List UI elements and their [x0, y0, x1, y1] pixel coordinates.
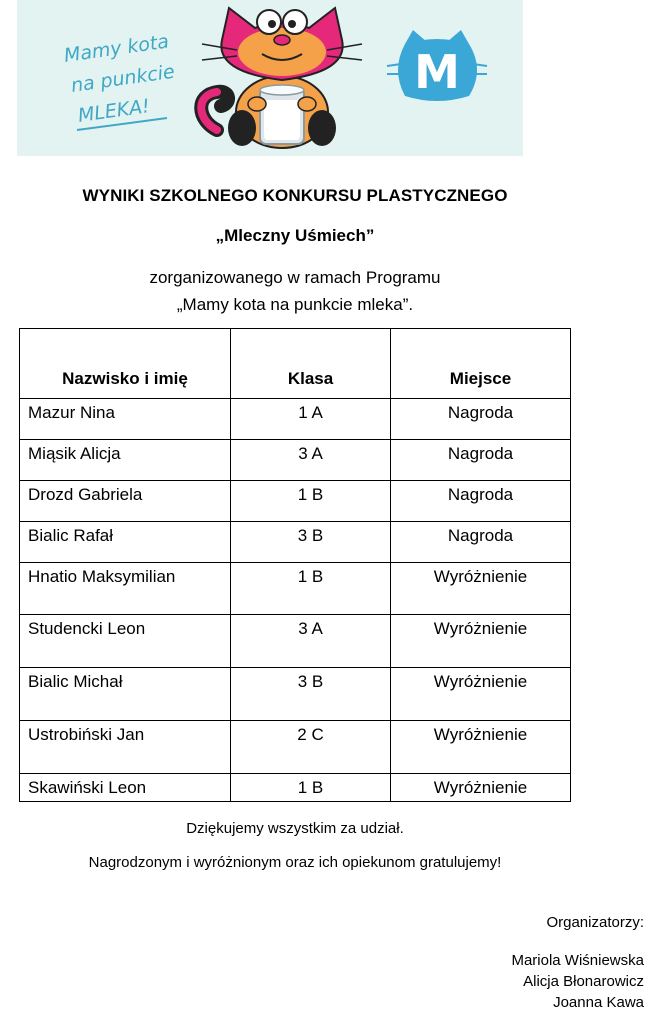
- cell-name: Studencki Leon: [20, 615, 231, 668]
- header-class: Klasa: [231, 329, 391, 399]
- slogan-line-2: na punkcie: [69, 60, 176, 97]
- cell-place: Nagroda: [391, 522, 571, 563]
- cell-class: 1 B: [231, 774, 391, 802]
- cell-place: Wyróżnienie: [391, 668, 571, 721]
- logo-letter: M: [414, 45, 460, 99]
- intro-line-1: zorganizowanego w ramach Programu: [149, 268, 441, 287]
- slogan-line-3: MLEKA!: [76, 95, 152, 127]
- cell-place: Nagroda: [391, 440, 571, 481]
- cell-place: Nagroda: [391, 481, 571, 522]
- table-row: [20, 399, 571, 440]
- cell-class: 1 A: [231, 399, 391, 440]
- organizers-label: Organizatorzy:: [546, 914, 644, 931]
- organizer-name: Joanna Kawa: [553, 994, 644, 1011]
- cell-name: Drozd Gabriela: [20, 481, 231, 522]
- cell-name: Bialic Rafał: [20, 522, 231, 563]
- cell-place: Nagroda: [391, 399, 571, 440]
- table-row: [20, 721, 571, 774]
- cell-name: Ustrobiński Jan: [20, 721, 231, 774]
- results-table: [19, 328, 571, 802]
- thanks-text: Dziękujemy wszystkim za udział.: [186, 820, 404, 837]
- organizer-name: Alicja Błonarowicz: [523, 973, 644, 990]
- table-row: [20, 615, 571, 668]
- cell-class: 1 B: [231, 563, 391, 615]
- cell-class: 3 B: [231, 522, 391, 563]
- table-row: [20, 563, 571, 615]
- cell-name: Miąsik Alicja: [20, 440, 231, 481]
- banner: [17, 0, 523, 156]
- cell-name: Skawiński Leon: [20, 774, 231, 802]
- table-row: [20, 774, 571, 802]
- intro: [0, 264, 590, 318]
- cell-class: 3 B: [231, 668, 391, 721]
- organizers-list: [511, 950, 644, 1013]
- contest-name: „Mleczny Uśmiech”: [215, 226, 375, 245]
- cell-place: Wyróżnienie: [391, 615, 571, 668]
- cell-place: Wyróżnienie: [391, 563, 571, 615]
- cat-mascot-icon: [201, 8, 362, 148]
- cell-class: 1 B: [231, 481, 391, 522]
- milk-logo-icon: [387, 30, 487, 101]
- slogan-line-1: Mamy kota: [62, 30, 171, 67]
- cell-class: 3 A: [231, 615, 391, 668]
- cell-class: 3 A: [231, 440, 391, 481]
- intro-line-2: „Mamy kota na punkcie mleka”.: [176, 295, 414, 314]
- cell-name: Mazur Nina: [20, 399, 231, 440]
- cell-place: Wyróżnienie: [391, 721, 571, 774]
- banner-illustration: [17, 0, 523, 156]
- table-row: [20, 440, 571, 481]
- table-row: [20, 522, 571, 563]
- table-header-row: [20, 329, 571, 399]
- page-title: WYNIKI SZKOLNEGO KONKURSU PLASTYCZNEGO: [82, 186, 508, 205]
- cell-name: Bialic Michał: [20, 668, 231, 721]
- table-row: [20, 668, 571, 721]
- cell-place: Wyróżnienie: [391, 774, 571, 802]
- header-name: Nazwisko i imię: [20, 329, 231, 399]
- header-place: Miejsce: [391, 329, 571, 399]
- cell-class: 2 C: [231, 721, 391, 774]
- cell-name: Hnatio Maksymilian: [20, 563, 231, 615]
- table-row: [20, 481, 571, 522]
- organizer-name: Mariola Wiśniewska: [511, 952, 644, 969]
- congrats-text: Nagrodzonym i wyróżnionym oraz ich opiekunom gratulujemy!: [88, 854, 502, 871]
